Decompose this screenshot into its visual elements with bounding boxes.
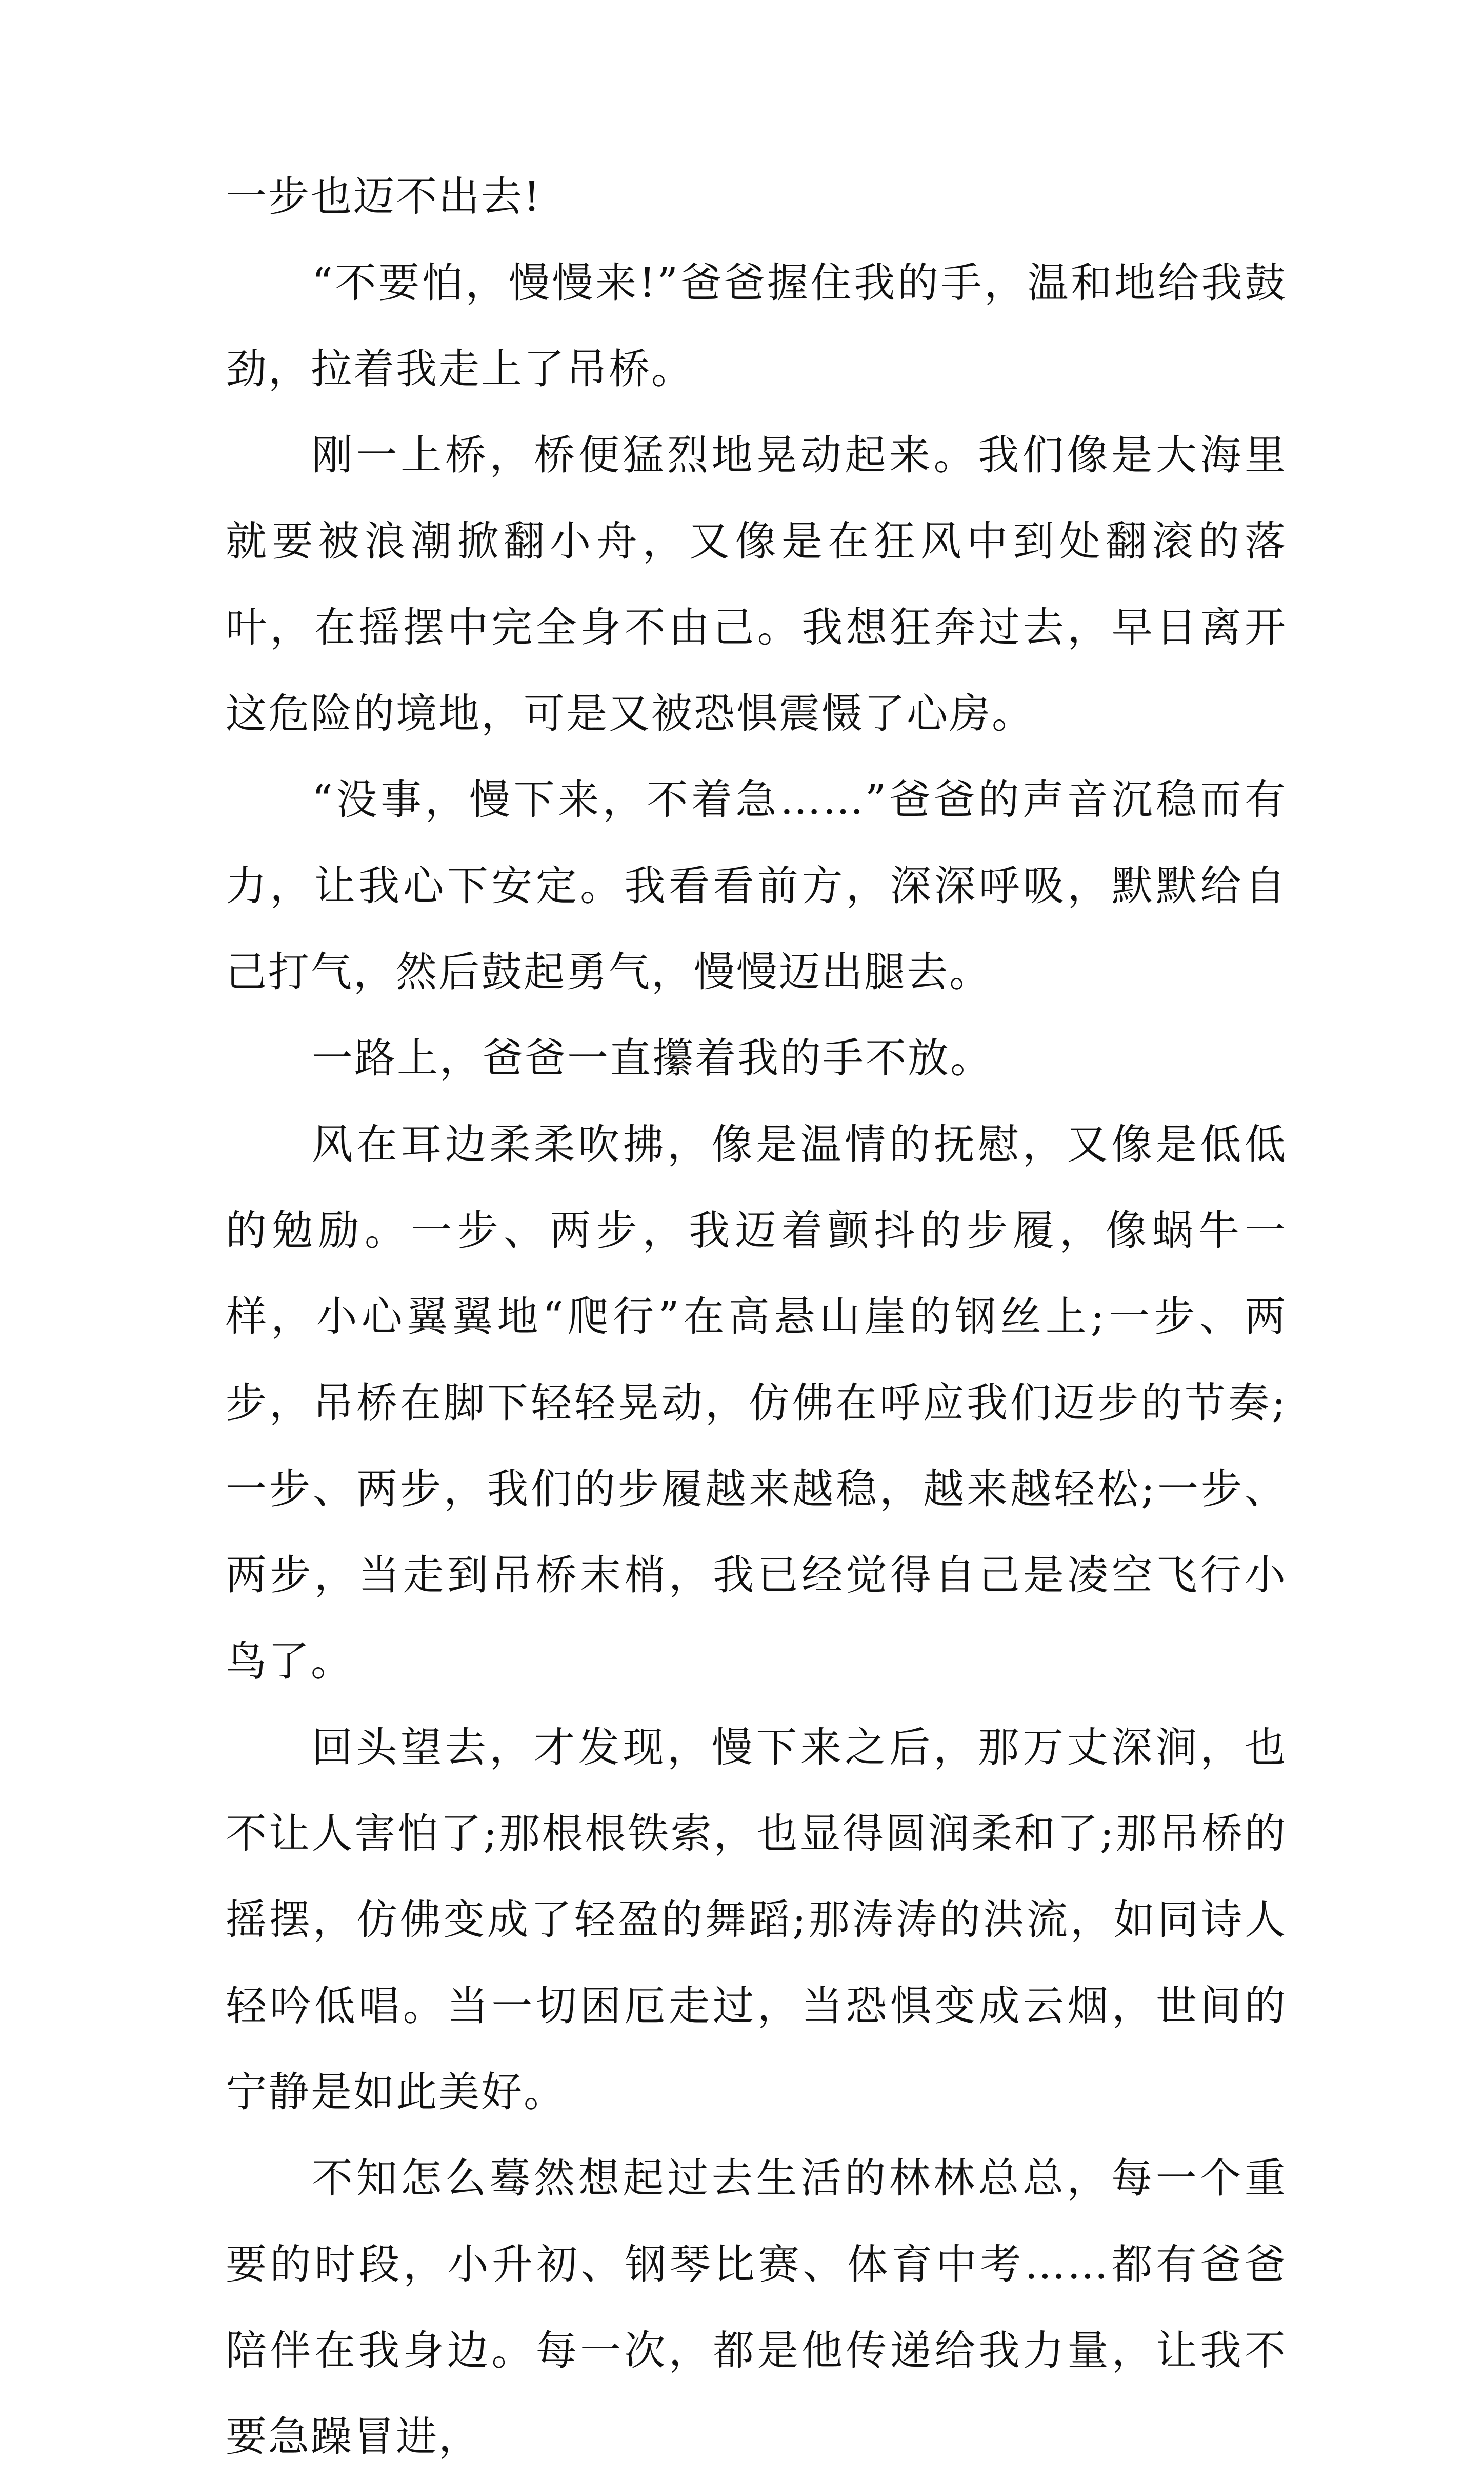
paragraph-5: 一路上，爸爸一直攥着我的手不放。 — [312, 1034, 993, 1082]
paragraph-1: 一步也迈不出去! — [226, 173, 542, 221]
paragraph-7: 回头望去，才发现，慢下来之后，那万丈深涧，也不让人害怕了;那根根铁索，也显得圆润柔和了;那吊桥的摇摆，仿佛变成了轻盈的舞蹈;那涛涛的洪流，如同诗人轻吟低唱。当一切困厄走过，当恐惧变成云烟，世间的宁静是如此美好。 — [226, 1724, 1287, 2116]
paragraph-3: 刚一上桥，桥便猛烈地晃动起来。我们像是大海里就要被浪潮掀翻小舟，又像是在狂风中到处翻滚的落叶，在摇摆中完全身不由己。我想狂奔过去，早日离开这危险的境地，可是又被恐惧震慑了心房。 — [226, 431, 1287, 737]
body-text — [226, 154, 1287, 2480]
paragraph-6: 风在耳边柔柔吹拂，像是温情的抚慰，又像是低低的勉励。一步、两步，我迈着颤抖的步履，像蜗牛一样，小心翼翼地“爬行”在高悬山崖的钢丝上;一步、两步，吊桥在脚下轻轻晃动，仿佛在呼应我们迈步的节奏;一步、两步，我们的步履越来越稳，越来越轻松;一步、两步，当走到吊桥末梢，我已经觉得自己是凌空飞行小鸟了。 — [226, 1121, 1287, 1685]
paragraph-2: “不要怕，慢慢来!”爸爸握住我的手，温和地给我鼓劲，拉着我走上了吊桥。 — [226, 259, 1287, 393]
paragraph-4: “没事，慢下来，不着急……”爸爸的声音沉稳而有力，让我心下安定。我看看前方，深深呼吸，默默给自己打气，然后鼓起勇气，慢慢迈出腿去。 — [226, 776, 1287, 996]
paragraph-8: 不知怎么蓦然想起过去生活的林林总总，每一个重要的时段，小升初、钢琴比赛、体育中考……都有爸爸陪伴在我身边。每一次，都是他传递给我力量，让我不要急躁冒进， — [226, 2154, 1287, 2461]
